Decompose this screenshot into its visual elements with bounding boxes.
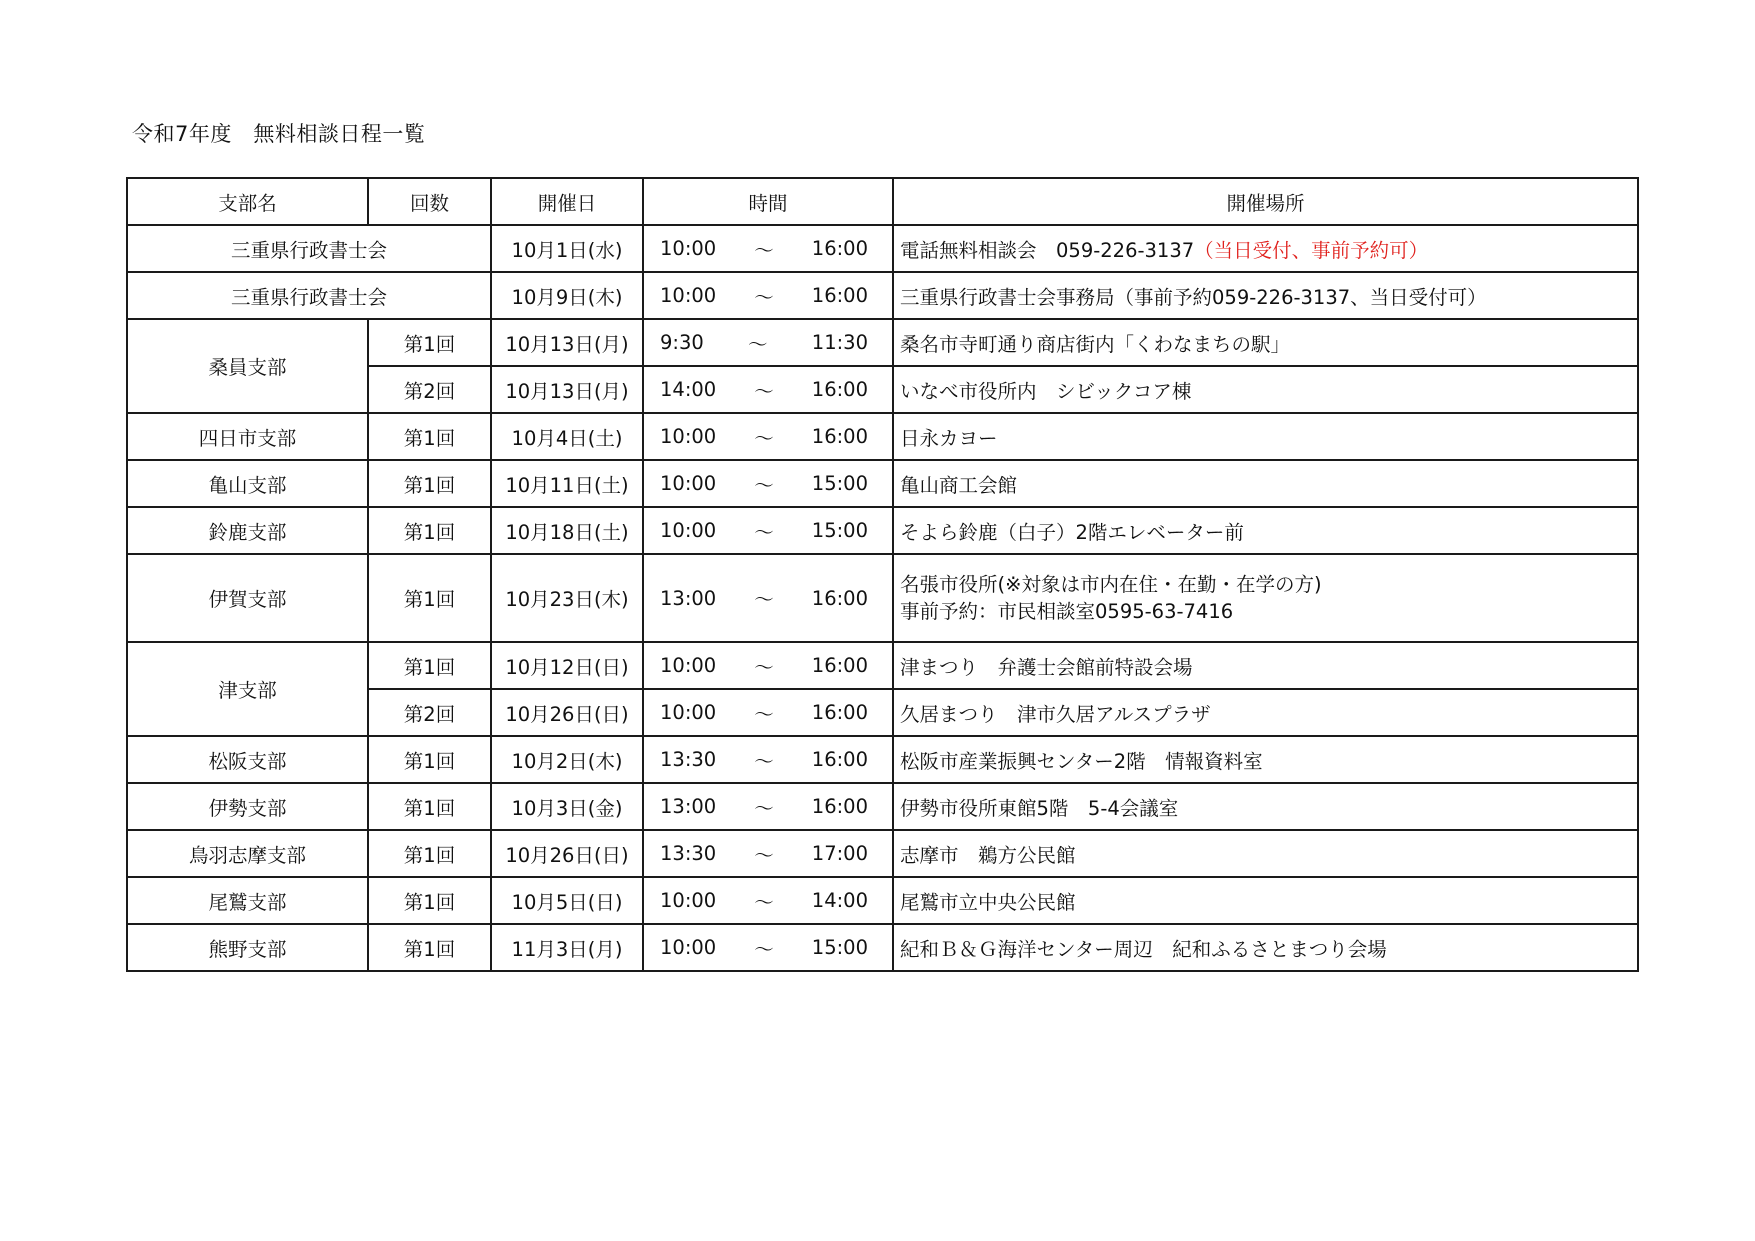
end-time: 16:00 [811, 586, 868, 610]
date-cell: 10月26日(日) [491, 830, 643, 877]
tilde-separator: ～ [754, 473, 774, 497]
venue-text: 電話無料相談会 059-226-3137 [900, 238, 1195, 262]
round-cell: 第1回 [368, 783, 491, 830]
date-cell: 10月2日(木) [491, 736, 643, 783]
tilde-separator: ～ [754, 520, 774, 544]
start-time: 10:00 [660, 425, 717, 448]
start-time: 10:00 [660, 284, 717, 307]
date-cell: 10月18日(土) [491, 507, 643, 554]
end-time: 16:00 [811, 654, 868, 677]
branch-cell: 鈴鹿支部 [127, 507, 368, 554]
tilde-separator: ～ [754, 426, 774, 450]
venue-cell [893, 554, 1638, 642]
time-cell [643, 554, 893, 642]
time-cell [643, 225, 893, 272]
tilde-separator: ～ [754, 749, 774, 773]
venue-cell: そよら鈴鹿（白子）2階エレベーター前 [893, 507, 1638, 554]
tilde-separator: ～ [754, 890, 774, 914]
venue-cell: 桑名市寺町通り商店街内「くわなまちの駅」 [893, 319, 1638, 366]
table-row [127, 460, 1638, 507]
header-date: 開催日 [491, 178, 643, 225]
branch-cell: 松阪支部 [127, 736, 368, 783]
date-cell: 10月26日(日) [491, 689, 643, 736]
branch-cell: 津支部 [127, 642, 368, 736]
venue-cell: 三重県行政書士会事務局（事前予約059-226-3137、当日受付可） [893, 272, 1638, 319]
end-time: 16:00 [811, 795, 868, 818]
date-cell: 10月23日(木) [491, 554, 643, 642]
tilde-separator: ～ [754, 655, 774, 679]
round-cell: 第1回 [368, 736, 491, 783]
branch-cell: 熊野支部 [127, 924, 368, 971]
table-row [127, 877, 1638, 924]
date-cell: 10月12日(日) [491, 642, 643, 689]
time-cell [643, 366, 893, 413]
schedule-table [126, 177, 1639, 972]
time-cell [643, 507, 893, 554]
table-row [127, 225, 1638, 272]
date-cell: 10月1日(水) [491, 225, 643, 272]
round-cell: 第1回 [368, 877, 491, 924]
venue-cell: 日永カヨー [893, 413, 1638, 460]
tilde-separator: ～ [754, 937, 774, 961]
time-cell [643, 272, 893, 319]
date-cell: 10月9日(木) [491, 272, 643, 319]
table-row [127, 736, 1638, 783]
round-cell: 第2回 [368, 689, 491, 736]
branch-cell: 亀山支部 [127, 460, 368, 507]
venue-cell: 久居まつり 津市久居アルスプラザ [893, 689, 1638, 736]
table-row [127, 642, 1638, 689]
table-row [127, 319, 1638, 366]
header-branch: 支部名 [127, 178, 368, 225]
date-cell: 10月13日(月) [491, 319, 643, 366]
date-cell: 10月13日(月) [491, 366, 643, 413]
time-cell [643, 736, 893, 783]
time-cell [643, 783, 893, 830]
table-row [127, 924, 1638, 971]
start-time: 10:00 [660, 701, 717, 724]
start-time: 10:00 [660, 889, 717, 912]
branch-cell: 伊勢支部 [127, 783, 368, 830]
round-cell: 第1回 [368, 924, 491, 971]
start-time: 10:00 [660, 237, 717, 260]
venue-cell: 志摩市 鵜方公民館 [893, 830, 1638, 877]
round-cell: 第1回 [368, 554, 491, 642]
end-time: 16:00 [811, 284, 868, 307]
start-time: 13:00 [660, 795, 717, 818]
venue-cell: 亀山商工会館 [893, 460, 1638, 507]
round-cell: 第1回 [368, 319, 491, 366]
start-time: 13:30 [660, 748, 717, 771]
start-time: 14:00 [660, 378, 717, 401]
time-cell [643, 642, 893, 689]
branch-cell: 桑員支部 [127, 319, 368, 413]
end-time: 16:00 [811, 237, 868, 260]
document-title: 令和7年度 無料相談日程一覧 [132, 122, 426, 146]
venue-note: （当日受付、事前予約可） [1194, 238, 1429, 262]
header-round: 回数 [368, 178, 491, 225]
branch-cell: 伊賀支部 [127, 554, 368, 642]
time-cell [643, 877, 893, 924]
table-row [127, 830, 1638, 877]
venue-cell [893, 225, 1638, 272]
date-cell: 10月4日(土) [491, 413, 643, 460]
tilde-separator: ～ [754, 379, 774, 403]
tilde-separator: ～ [754, 702, 774, 726]
date-cell: 10月11日(土) [491, 460, 643, 507]
header-venue: 開催場所 [893, 178, 1638, 225]
end-time: 11:30 [811, 331, 868, 354]
end-time: 16:00 [811, 378, 868, 401]
round-cell: 第1回 [368, 830, 491, 877]
tilde-separator: ～ [754, 588, 774, 611]
table-row [127, 554, 1638, 642]
venue-line-1: 名張市役所(※対象は市内在住・在勤・在学の方) [900, 573, 1322, 596]
end-time: 16:00 [811, 425, 868, 448]
branch-cell: 尾鷲支部 [127, 877, 368, 924]
start-time: 9:30 [660, 331, 704, 354]
start-time: 13:00 [660, 586, 717, 610]
header-time: 時間 [643, 178, 893, 225]
tilde-separator: ～ [754, 843, 774, 867]
branch-cell: 四日市支部 [127, 413, 368, 460]
time-cell [643, 413, 893, 460]
start-time: 10:00 [660, 936, 717, 959]
start-time: 10:00 [660, 654, 717, 677]
venue-cell: いなべ市役所内 シビックコア棟 [893, 366, 1638, 413]
table-row [127, 507, 1638, 554]
start-time: 10:00 [660, 519, 717, 542]
time-cell [643, 460, 893, 507]
date-cell: 10月5日(日) [491, 877, 643, 924]
end-time: 16:00 [811, 701, 868, 724]
venue-cell: 紀和Ｂ＆Ｇ海洋センター周辺 紀和ふるさとまつり会場 [893, 924, 1638, 971]
table-row [127, 783, 1638, 830]
round-cell: 第1回 [368, 460, 491, 507]
time-cell [643, 924, 893, 971]
tilde-separator: ～ [754, 285, 774, 309]
date-cell: 11月3日(月) [491, 924, 643, 971]
round-cell: 第1回 [368, 507, 491, 554]
start-time: 10:00 [660, 472, 717, 495]
venue-cell: 尾鷲市立中央公民館 [893, 877, 1638, 924]
end-time: 15:00 [811, 519, 868, 542]
branch-cell: 三重県行政書士会 [127, 272, 491, 319]
round-cell: 第2回 [368, 366, 491, 413]
venue-cell: 津まつり 弁護士会館前特設会場 [893, 642, 1638, 689]
time-cell [643, 830, 893, 877]
tilde-separator: ～ [754, 796, 774, 820]
end-time: 17:00 [811, 842, 868, 865]
time-cell [643, 319, 893, 366]
end-time: 15:00 [811, 472, 868, 495]
round-cell: 第1回 [368, 413, 491, 460]
table-row [127, 413, 1638, 460]
start-time: 13:30 [660, 842, 717, 865]
round-cell: 第1回 [368, 642, 491, 689]
branch-cell: 三重県行政書士会 [127, 225, 491, 272]
tilde-separator: ～ [748, 332, 768, 356]
end-time: 15:00 [811, 936, 868, 959]
venue-cell: 松阪市産業振興センター2階 情報資料室 [893, 736, 1638, 783]
venue-cell: 伊勢市役所東館5階 5-4会議室 [893, 783, 1638, 830]
end-time: 14:00 [811, 889, 868, 912]
header-row [127, 178, 1638, 225]
table-row [127, 272, 1638, 319]
tilde-separator: ～ [754, 238, 774, 262]
time-cell [643, 689, 893, 736]
branch-cell: 鳥羽志摩支部 [127, 830, 368, 877]
end-time: 16:00 [811, 748, 868, 771]
date-cell: 10月3日(金) [491, 783, 643, 830]
venue-line-2: 事前予約：市民相談室0595-63-7416 [900, 600, 1234, 623]
